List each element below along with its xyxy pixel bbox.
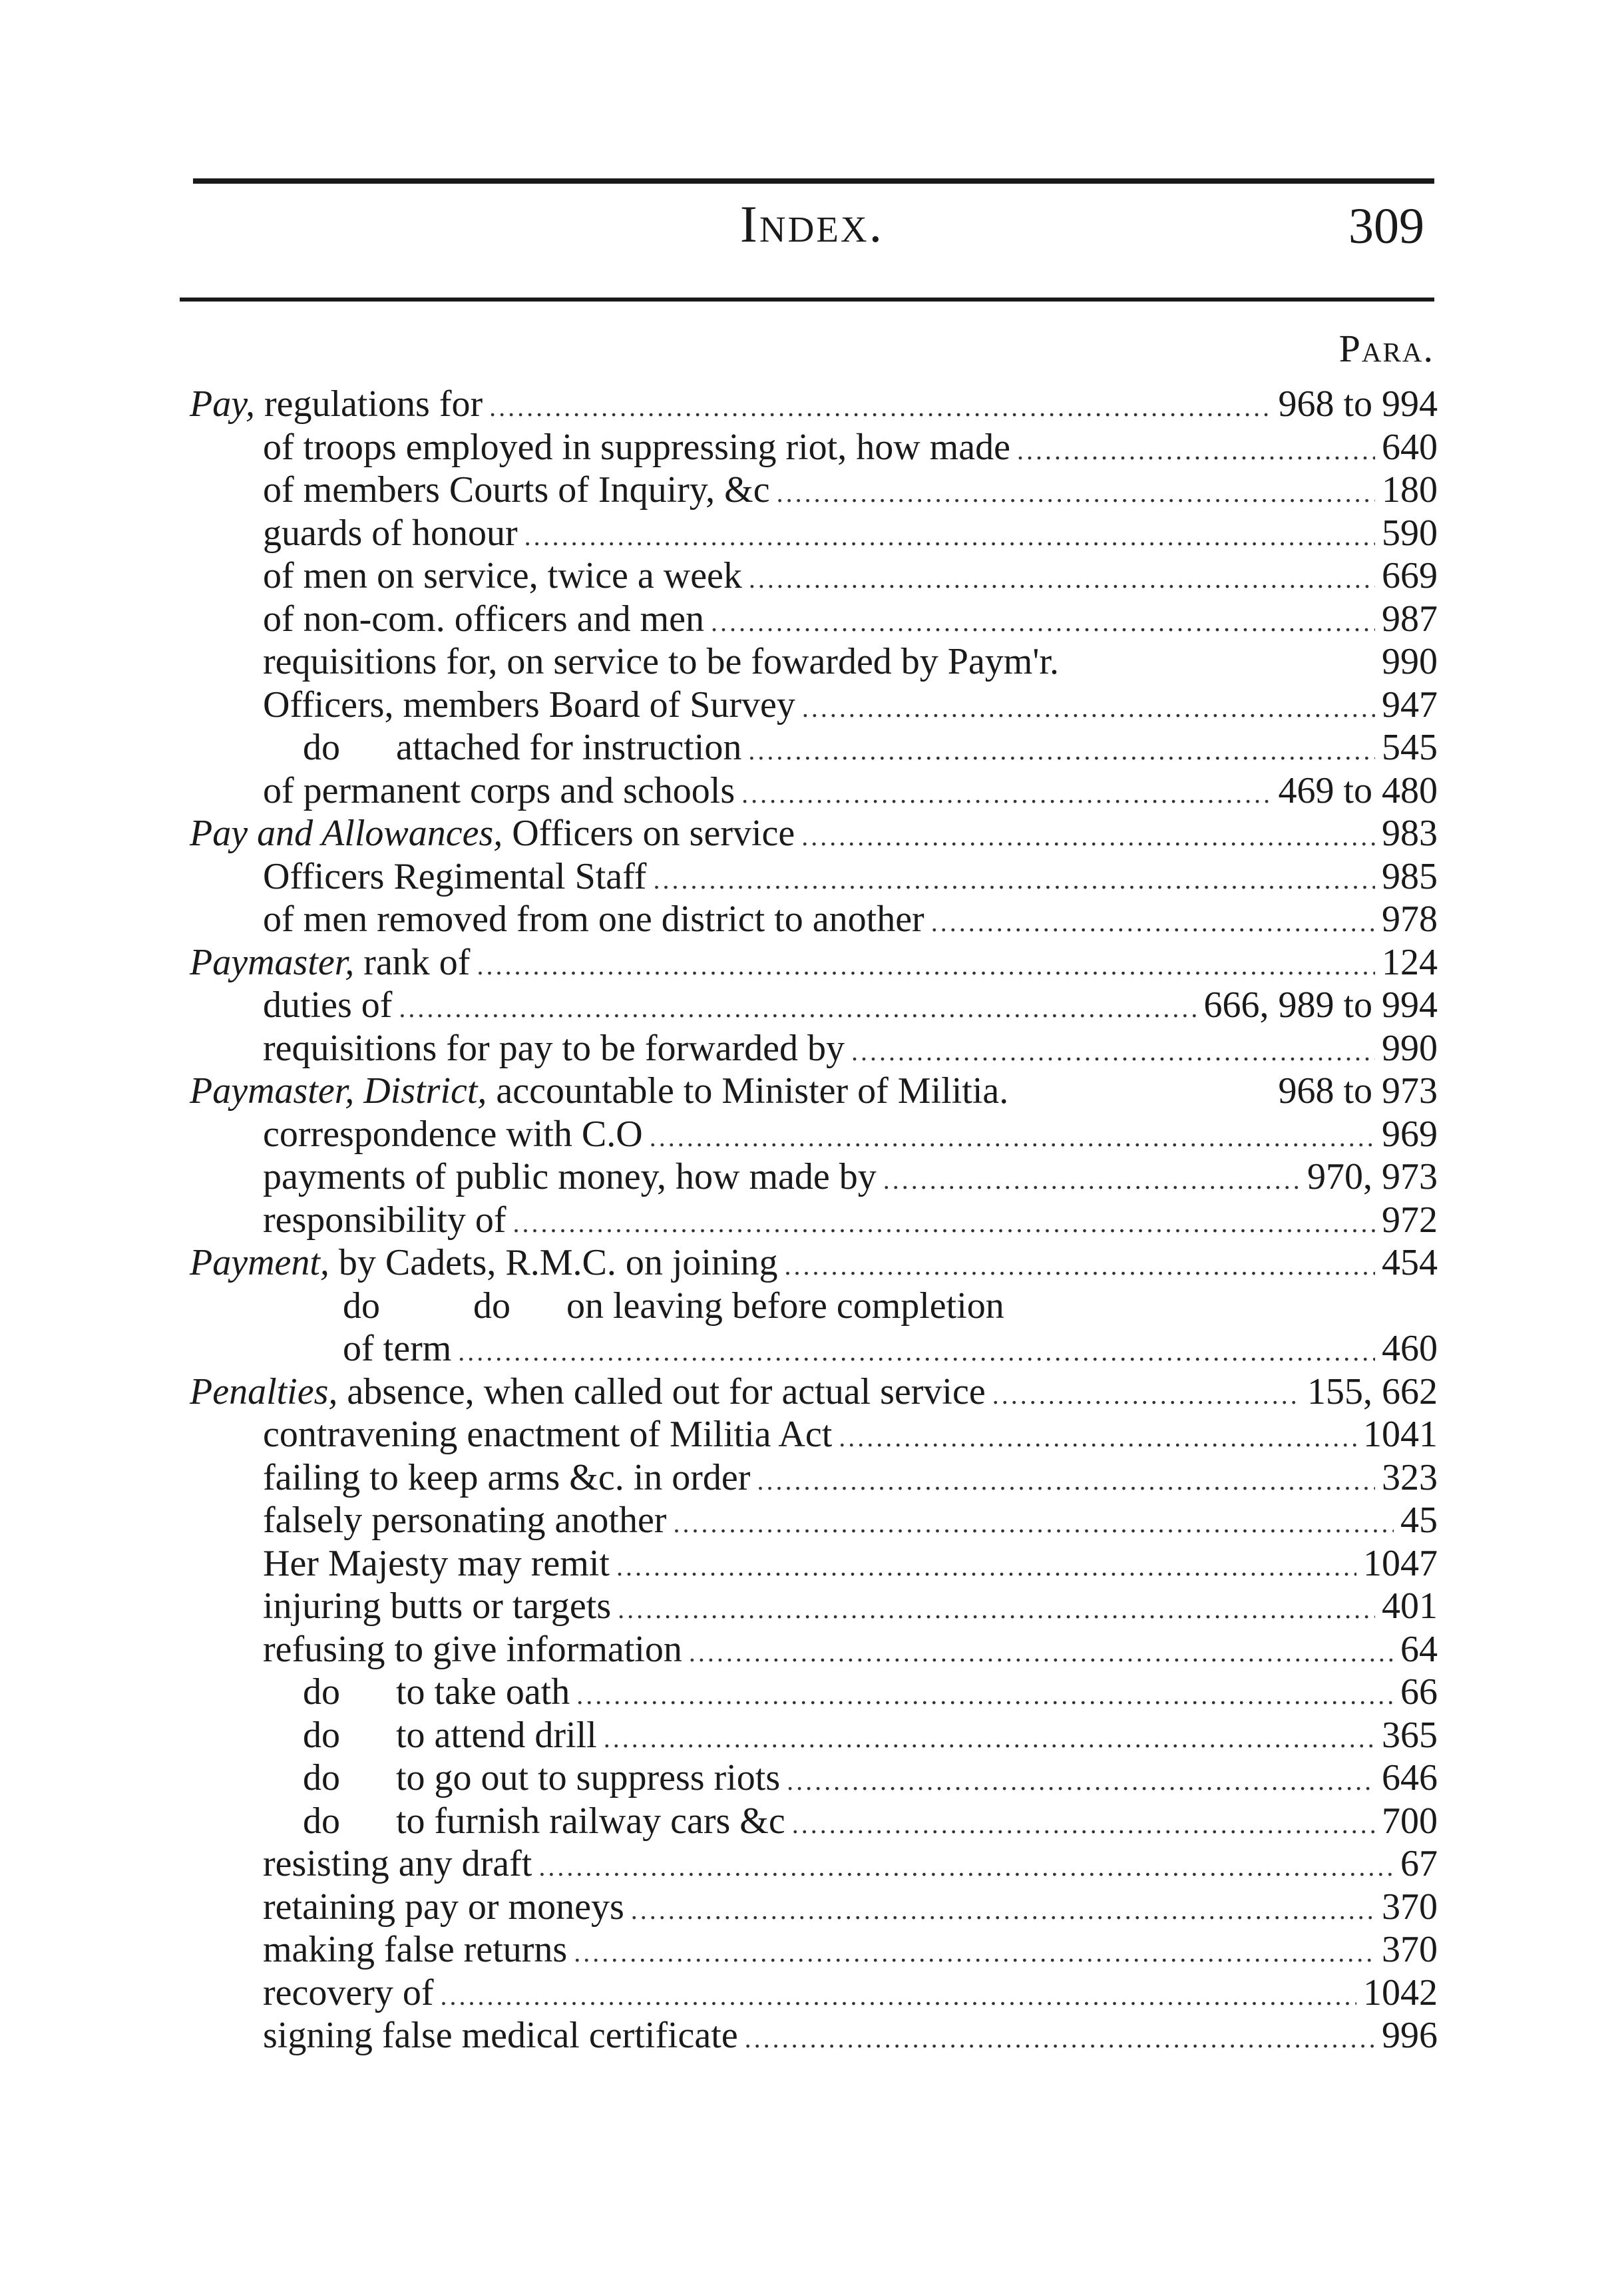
index-entry	[190, 598, 1438, 641]
entry-subject: recovery of	[263, 1972, 434, 2013]
entry-text	[303, 726, 741, 769]
paragraph-reference: 365	[1382, 1714, 1438, 1756]
dot-leader	[689, 1631, 1394, 1675]
paragraph-reference: 640	[1382, 426, 1438, 468]
entry-text	[263, 598, 704, 641]
entry-subject: contravening enactment of Militia Act	[263, 1414, 833, 1455]
index-entry	[190, 684, 1438, 727]
entry-text	[263, 1155, 877, 1199]
index-entry	[190, 1370, 1438, 1414]
entry-subject: of non-com. officers and men	[263, 598, 704, 640]
entry-subject: Officers Regimental Staff	[263, 855, 647, 897]
paragraph-reference: 370	[1382, 1929, 1438, 1970]
entry-subject: resisting any draft	[263, 1843, 532, 1884]
paragraph-reference: 972	[1382, 1199, 1438, 1241]
entry-text	[190, 941, 470, 984]
dot-leader	[513, 1202, 1375, 1245]
index-entry	[190, 769, 1438, 813]
entry-subject: regulations for	[254, 383, 483, 425]
entry-subject: payments of public money, how made by	[263, 1156, 877, 1197]
entry-subject: of men removed from one district to another	[263, 899, 924, 940]
entry-subject: signing false medical certificate	[263, 2015, 738, 2056]
paragraph-reference: 454	[1382, 1242, 1438, 1283]
entry-heading: Payment,	[190, 1242, 329, 1283]
index-entry	[190, 941, 1438, 984]
entry-text	[263, 1628, 682, 1671]
entry-text	[263, 1199, 507, 1242]
paragraph-reference: 666, 989 to 994	[1203, 984, 1438, 1026]
index-entry	[190, 1499, 1438, 1542]
entry-subject: duties of	[263, 984, 393, 1026]
entry-heading: Paymaster,	[190, 941, 355, 983]
entry-text	[263, 898, 924, 941]
index-entry	[190, 1714, 1438, 1757]
dot-leader	[787, 1760, 1375, 1803]
entry-subject: of troops employed in suppressing riot, how made	[263, 426, 1010, 468]
index-entry	[190, 1456, 1438, 1500]
index-entry	[190, 1070, 1438, 1113]
entry-subject: falsely personating another	[263, 1500, 667, 1541]
entry-subject: do to furnish railway cars &c	[303, 1800, 785, 1842]
paragraph-reference: 985	[1382, 855, 1438, 897]
entry-text	[303, 1800, 785, 1843]
index-entry	[190, 1155, 1438, 1199]
entry-text	[263, 855, 646, 899]
entry-subject: responsibility of	[263, 1199, 507, 1241]
entry-text	[263, 2014, 738, 2057]
index-entry	[190, 1542, 1438, 1585]
dot-leader	[992, 1374, 1301, 1417]
index-entry	[190, 1628, 1438, 1671]
entry-text	[263, 1542, 610, 1585]
entry-subject: of men on service, twice a week	[263, 555, 742, 596]
entry-text	[263, 1456, 750, 1500]
paragraph-reference: 947	[1382, 684, 1438, 726]
index-entry	[190, 383, 1438, 426]
entry-subject: absence, when called out for actual service	[337, 1370, 986, 1412]
page-number: 309	[1348, 198, 1424, 254]
entry-subject: do do on leaving before completion	[343, 1285, 1004, 1327]
index-entry	[190, 855, 1438, 899]
index-entry	[190, 640, 1438, 684]
paragraph-reference: 1042	[1363, 1972, 1438, 2013]
paragraph-reference: 67	[1400, 1843, 1438, 1884]
paragraph-reference: 968 to 994	[1278, 383, 1438, 425]
entry-subject: rank of	[354, 941, 471, 983]
entry-subject: guards of honour	[263, 512, 518, 554]
entry-subject: Officers, members Board of Survey	[263, 684, 795, 726]
dot-leader	[631, 1889, 1375, 1932]
paragraph-reference: 180	[1382, 469, 1438, 511]
entry-subject: by Cadets, R.M.C. on joining	[329, 1242, 778, 1283]
entry-text	[263, 1886, 624, 1929]
dot-leader	[538, 1846, 1394, 1889]
dot-leader	[749, 558, 1375, 601]
dot-leader	[489, 386, 1271, 429]
index-entry	[190, 554, 1438, 598]
paragraph-reference: 978	[1382, 899, 1438, 940]
dot-leader	[777, 472, 1375, 515]
dot-leader	[458, 1331, 1375, 1374]
paragraph-reference: 370	[1382, 1886, 1438, 1928]
entry-subject: do to attend drill	[303, 1714, 597, 1756]
entry-subject: injuring butts or targets	[263, 1585, 612, 1627]
paragraph-reference: 45	[1400, 1500, 1438, 1541]
dot-leader	[524, 515, 1375, 558]
dot-leader	[653, 859, 1375, 902]
entry-heading: Paymaster, District,	[190, 1070, 487, 1112]
index-entry	[190, 2014, 1438, 2057]
dot-leader	[851, 1030, 1375, 1074]
dot-leader	[748, 730, 1375, 773]
paragraph-reference: 124	[1382, 941, 1438, 983]
paragraph-reference: 970, 973	[1307, 1156, 1438, 1197]
dot-leader	[618, 1588, 1375, 1631]
dot-leader	[1017, 429, 1375, 473]
entry-text	[263, 684, 795, 727]
entry-text	[190, 1241, 778, 1285]
entry-subject: Officers on service	[503, 813, 795, 854]
paragraph-reference: 646	[1382, 1757, 1438, 1798]
paragraph-reference: 1041	[1363, 1414, 1438, 1455]
entry-text	[263, 1413, 832, 1456]
entry-text	[263, 512, 518, 555]
dot-leader	[931, 901, 1375, 944]
entry-text	[263, 1972, 434, 2015]
dot-leader	[801, 815, 1375, 859]
entry-subject: do to take oath	[303, 1671, 570, 1713]
paragraph-reference: 669	[1382, 555, 1438, 596]
index-entry	[190, 1327, 1438, 1370]
index-entry	[190, 1757, 1438, 1800]
entry-text	[343, 1327, 451, 1370]
entry-subject: Her Majesty may remit	[263, 1542, 610, 1584]
entry-text	[263, 1842, 532, 1886]
paragraph-reference: 323	[1382, 1456, 1438, 1498]
index-entry	[190, 1928, 1438, 1972]
dot-leader	[745, 2017, 1375, 2061]
index-entry	[190, 1241, 1438, 1285]
dot-leader	[604, 1717, 1375, 1761]
paragraph-reference: 969	[1382, 1113, 1438, 1155]
entry-subject: retaining pay or moneys	[263, 1886, 624, 1928]
paragraph-reference: 460	[1382, 1328, 1438, 1369]
entry-text	[263, 984, 392, 1027]
entry-subject: refusing to give information	[263, 1628, 682, 1670]
dot-leader	[802, 687, 1375, 730]
entry-subject: failing to keep arms &c. in order	[263, 1456, 751, 1498]
entry-text	[303, 1714, 597, 1757]
index-entry	[190, 1413, 1438, 1456]
dot-leader	[839, 1416, 1356, 1460]
paragraph-reference: 700	[1382, 1800, 1438, 1842]
index-entry	[190, 1285, 1438, 1328]
entry-text	[190, 1370, 986, 1414]
entry-text	[303, 1671, 570, 1714]
paragraph-reference: 401	[1382, 1585, 1438, 1627]
index-entry	[190, 469, 1438, 512]
paragraph-reference: 1047	[1363, 1542, 1438, 1584]
page-header-title: Index.	[739, 195, 885, 253]
entry-subject: accountable to Minister of Militia.	[487, 1070, 1009, 1112]
paragraph-reference: 990	[1382, 641, 1438, 682]
entry-text	[343, 1285, 1004, 1328]
entry-text	[263, 469, 770, 512]
index-entry	[190, 726, 1438, 769]
entry-text	[263, 426, 1010, 469]
index-entry	[190, 898, 1438, 941]
index-entry	[190, 1199, 1438, 1242]
index-entry	[190, 984, 1438, 1027]
dot-leader	[576, 1674, 1394, 1717]
entry-text	[190, 1070, 1008, 1113]
index-entry	[190, 1585, 1438, 1628]
dot-leader	[741, 773, 1271, 816]
entry-subject: of members Courts of Inquiry, &c	[263, 469, 770, 511]
paragraph-reference: 590	[1382, 512, 1438, 554]
paragraph-reference: 469 to 480	[1278, 769, 1438, 811]
index-entry	[190, 1027, 1438, 1070]
index-entry	[190, 1972, 1438, 2015]
index-entry	[190, 1842, 1438, 1886]
entry-heading: Penalties,	[190, 1370, 338, 1412]
dot-leader	[574, 1932, 1375, 1975]
dot-leader	[792, 1803, 1375, 1846]
top-rule	[193, 178, 1434, 184]
column-label: Para.	[1338, 327, 1434, 370]
dot-leader	[883, 1159, 1301, 1202]
dot-leader	[673, 1502, 1394, 1546]
paragraph-reference: 987	[1382, 598, 1438, 640]
dot-leader	[711, 601, 1375, 644]
dot-leader	[650, 1116, 1375, 1159]
dot-leader	[477, 944, 1375, 988]
dot-leader	[399, 987, 1197, 1030]
entry-text	[263, 769, 735, 813]
dot-leader	[757, 1460, 1375, 1503]
entry-heading: Pay,	[190, 383, 255, 425]
header-rule	[180, 298, 1434, 302]
index-entry	[190, 512, 1438, 555]
index-entries	[190, 383, 1438, 2057]
index-entry	[190, 1671, 1438, 1714]
entry-text	[263, 554, 742, 598]
entry-text	[263, 1113, 643, 1156]
paragraph-reference: 155, 662	[1307, 1370, 1438, 1412]
entry-subject: do attached for instruction	[303, 727, 742, 768]
entry-text	[263, 1499, 666, 1542]
index-entry	[190, 812, 1438, 855]
index-entry	[190, 1886, 1438, 1929]
entry-text	[190, 383, 483, 426]
entry-text	[263, 1585, 611, 1628]
paragraph-reference: 64	[1400, 1628, 1438, 1670]
paragraph-reference: 996	[1382, 2015, 1438, 2056]
paragraph-reference: 66	[1400, 1671, 1438, 1713]
paragraph-reference: 990	[1382, 1027, 1438, 1069]
index-entry	[190, 1113, 1438, 1156]
paragraph-reference: 983	[1382, 813, 1438, 854]
index-entry	[190, 426, 1438, 469]
entry-subject: requisitions for, on service to be fowarded by Paym'r.	[263, 641, 1060, 682]
entry-text	[263, 1027, 845, 1070]
entry-subject: of term	[343, 1328, 452, 1369]
entry-text	[263, 1928, 567, 1972]
dot-leader	[785, 1245, 1375, 1288]
index-entry	[190, 1800, 1438, 1843]
paragraph-reference: 968 to 973	[1278, 1070, 1438, 1112]
dot-leader	[441, 1975, 1356, 2018]
entry-text	[303, 1757, 780, 1800]
entry-text	[190, 812, 795, 855]
dot-leader	[616, 1546, 1356, 1589]
entry-subject: making false returns	[263, 1929, 568, 1970]
paragraph-reference: 545	[1382, 727, 1438, 768]
entry-subject: do to go out to suppress riots	[303, 1757, 781, 1798]
entry-subject: correspondence with C.O	[263, 1113, 643, 1155]
entry-subject: requisitions for pay to be forwarded by	[263, 1027, 845, 1069]
entry-subject: of permanent corps and schools	[263, 769, 735, 811]
entry-heading: Pay and Allowances,	[190, 813, 503, 854]
entry-text	[263, 640, 1059, 684]
